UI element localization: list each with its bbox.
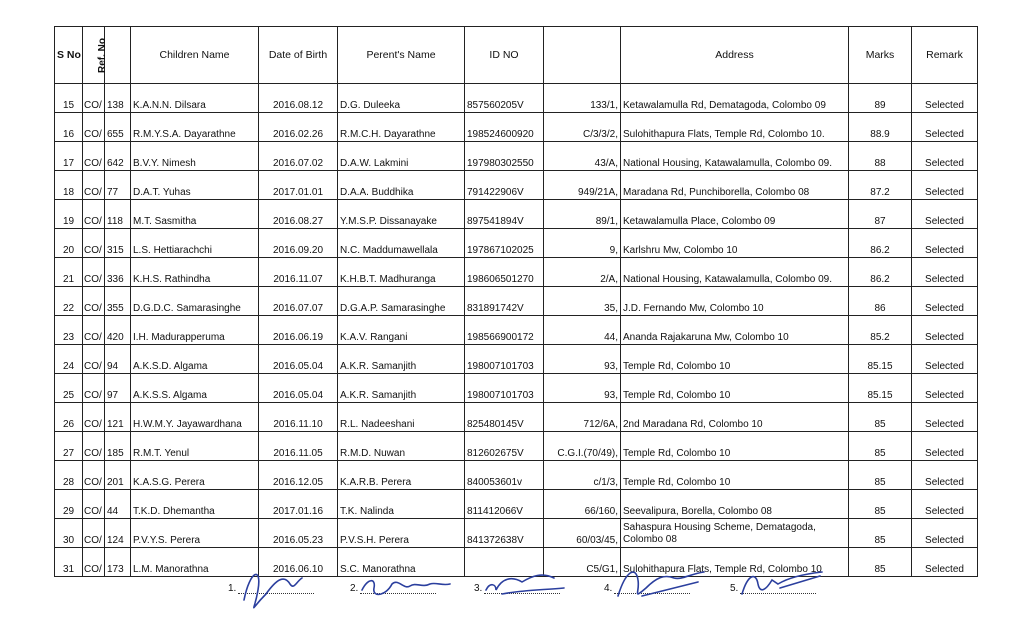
row-co-prefix: CO/: [83, 200, 105, 229]
row-remark: Selected: [912, 200, 978, 229]
row-co-prefix: CO/: [83, 229, 105, 258]
row-s-no: 31: [55, 548, 83, 577]
row-s-no: 26: [55, 403, 83, 432]
row-s-no: 20: [55, 229, 83, 258]
row-ref-no: 315: [105, 229, 131, 258]
table-row: [55, 461, 978, 490]
row-date-of-birth: 2016.06.19: [259, 316, 338, 345]
row-parent-name: R.L. Nadeeshani: [338, 403, 465, 432]
row-address: Seevalipura, Borella, Colombo 08: [621, 490, 849, 519]
row-address: Karlshru Mw, Colombo 10: [621, 229, 849, 258]
row-ref-no: 44: [105, 490, 131, 519]
table-row: [55, 171, 978, 200]
row-marks: 87: [849, 200, 912, 229]
row-house-no: C/3/3/2,: [544, 113, 621, 142]
row-marks: 87.2: [849, 171, 912, 200]
row-children-name: R.M.Y.S.A. Dayarathne: [131, 113, 259, 142]
row-marks: 86.2: [849, 258, 912, 287]
row-marks: 85: [849, 490, 912, 519]
row-ref-no: 642: [105, 142, 131, 171]
row-co-prefix: CO/: [83, 142, 105, 171]
table-row: [55, 113, 978, 142]
row-id-no: 812602675V: [465, 432, 544, 461]
row-co-prefix: CO/: [83, 432, 105, 461]
row-house-no: 43/A,: [544, 142, 621, 171]
row-co-prefix: CO/: [83, 84, 105, 113]
row-date-of-birth: 2017.01.16: [259, 490, 338, 519]
row-house-no: 60/03/45,: [544, 519, 621, 548]
table-row: [55, 200, 978, 229]
table-row: [55, 287, 978, 316]
row-address: Temple Rd, Colombo 10: [621, 461, 849, 490]
row-parent-name: R.M.D. Nuwan: [338, 432, 465, 461]
row-id-no: 831891742V: [465, 287, 544, 316]
selection-table: [54, 26, 978, 577]
row-house-no: C5/G1,: [544, 548, 621, 577]
row-address: J.D. Fernando Mw, Colombo 10: [621, 287, 849, 316]
row-id-no: 198007101703: [465, 345, 544, 374]
row-date-of-birth: 2016.05.04: [259, 374, 338, 403]
row-ref-no: 355: [105, 287, 131, 316]
row-marks: 85: [849, 461, 912, 490]
row-marks: 88: [849, 142, 912, 171]
row-co-prefix: CO/: [83, 258, 105, 287]
row-marks: 85.15: [849, 374, 912, 403]
handwritten-signature-icon: [482, 560, 578, 610]
row-children-name: L.M. Manorathna: [131, 548, 259, 577]
signature-number: 5.: [730, 583, 739, 594]
row-address: Ananda Rajakaruna Mw, Colombo 10: [621, 316, 849, 345]
row-ref-no: 77: [105, 171, 131, 200]
row-date-of-birth: 2016.05.23: [259, 519, 338, 548]
row-house-no: 949/21A,: [544, 171, 621, 200]
row-remark: Selected: [912, 490, 978, 519]
signature-5: [730, 560, 830, 620]
signature-number: 4.: [604, 583, 613, 594]
row-ref-no: 94: [105, 345, 131, 374]
row-marks: 85: [849, 548, 912, 577]
row-id-no: 825480145V: [465, 403, 544, 432]
row-children-name: B.V.Y. Nimesh: [131, 142, 259, 171]
row-date-of-birth: 2016.09.20: [259, 229, 338, 258]
row-ref-no: 655: [105, 113, 131, 142]
row-co-prefix: CO/: [83, 345, 105, 374]
row-marks: 89: [849, 84, 912, 113]
row-children-name: I.H. Madurapperuma: [131, 316, 259, 345]
row-house-no: 133/1,: [544, 84, 621, 113]
row-id-no: 197980302550: [465, 142, 544, 171]
row-parent-name: K.H.B.T. Madhuranga: [338, 258, 465, 287]
row-children-name: M.T. Sasmitha: [131, 200, 259, 229]
row-marks: 85: [849, 403, 912, 432]
row-address: 2nd Maradana Rd, Colombo 10: [621, 403, 849, 432]
row-marks: 86.2: [849, 229, 912, 258]
row-id-no: 198606501270: [465, 258, 544, 287]
row-marks: 85.2: [849, 316, 912, 345]
row-children-name: H.W.M.Y. Jayawardhana: [131, 403, 259, 432]
header-s-no: S No: [55, 27, 83, 84]
handwritten-signature-icon: [358, 560, 454, 610]
row-address: Sulohithapura Flats, Temple Rd, Colombo 10.: [621, 113, 849, 142]
row-house-no: C.G.I.(70/49),: [544, 432, 621, 461]
row-parent-name: D.G. Duleeka: [338, 84, 465, 113]
table-row: [55, 316, 978, 345]
row-remark: Selected: [912, 287, 978, 316]
row-address: Temple Rd, Colombo 10: [621, 374, 849, 403]
row-ref-no: 173: [105, 548, 131, 577]
row-co-prefix: CO/: [83, 316, 105, 345]
table-row: [55, 258, 978, 287]
row-parent-name: D.A.A. Buddhika: [338, 171, 465, 200]
row-marks: 88.9: [849, 113, 912, 142]
row-children-name: A.K.S.S. Algama: [131, 374, 259, 403]
signature-row: [0, 560, 1024, 620]
row-co-prefix: CO/: [83, 374, 105, 403]
row-date-of-birth: 2016.08.12: [259, 84, 338, 113]
row-ref-no: 185: [105, 432, 131, 461]
table-row: [55, 403, 978, 432]
row-ref-no: 121: [105, 403, 131, 432]
row-ref-no: 420: [105, 316, 131, 345]
row-remark: Selected: [912, 229, 978, 258]
row-address: Sulohithapura Flats, Temple Rd, Colombo 10: [621, 548, 849, 577]
row-id-no: 841372638V: [465, 519, 544, 548]
row-id-no: 198566900172: [465, 316, 544, 345]
row-parent-name: S.C. Manorathna: [338, 548, 465, 577]
row-remark: Selected: [912, 374, 978, 403]
row-remark: Selected: [912, 171, 978, 200]
row-address: Maradana Rd, Punchiborella, Colombo 08: [621, 171, 849, 200]
row-house-no: 93,: [544, 374, 621, 403]
row-remark: Selected: [912, 258, 978, 287]
row-parent-name: A.K.R. Samanjith: [338, 345, 465, 374]
row-co-prefix: CO/: [83, 490, 105, 519]
table-row: [55, 374, 978, 403]
row-co-prefix: CO/: [83, 113, 105, 142]
signature-number: 3.: [474, 583, 483, 594]
row-s-no: 23: [55, 316, 83, 345]
row-date-of-birth: 2016.11.07: [259, 258, 338, 287]
row-co-prefix: CO/: [83, 287, 105, 316]
row-id-no: 811412066V: [465, 490, 544, 519]
row-house-no: 89/1,: [544, 200, 621, 229]
handwritten-signature-icon: [738, 560, 834, 610]
header-date-of-birth: Date of Birth: [259, 27, 338, 84]
signature-3: [474, 560, 574, 620]
row-date-of-birth: 2016.07.07: [259, 287, 338, 316]
row-children-name: A.K.S.D. Algama: [131, 345, 259, 374]
row-house-no: 2/A,: [544, 258, 621, 287]
row-ref-no: 138: [105, 84, 131, 113]
row-address: National Housing, Katawalamulla, Colombo 09.: [621, 142, 849, 171]
row-co-prefix: CO/: [83, 519, 105, 548]
row-parent-name: D.A.W. Lakmini: [338, 142, 465, 171]
row-parent-name: Y.M.S.P. Dissanayake: [338, 200, 465, 229]
row-date-of-birth: 2016.11.05: [259, 432, 338, 461]
row-children-name: R.M.T. Yenul: [131, 432, 259, 461]
table-row: [55, 84, 978, 113]
row-s-no: 29: [55, 490, 83, 519]
row-children-name: T.K.D. Dhemantha: [131, 490, 259, 519]
header-parent-name: Perent's Name: [338, 27, 465, 84]
row-id-no: 198007101703: [465, 374, 544, 403]
row-date-of-birth: 2016.12.05: [259, 461, 338, 490]
row-s-no: 22: [55, 287, 83, 316]
header-id-no: ID NO: [465, 27, 544, 84]
row-ref-no: 118: [105, 200, 131, 229]
row-address: Ketawalamulla Rd, Dematagoda, Colombo 09: [621, 84, 849, 113]
row-children-name: K.A.N.N. Dilsara: [131, 84, 259, 113]
header-row: [55, 27, 978, 84]
row-remark: Selected: [912, 519, 978, 548]
row-marks: 85: [849, 432, 912, 461]
row-remark: Selected: [912, 316, 978, 345]
row-children-name: D.G.D.C. Samarasinghe: [131, 287, 259, 316]
row-children-name: K.H.S. Rathindha: [131, 258, 259, 287]
row-house-no: c/1/3,: [544, 461, 621, 490]
row-parent-name: N.C. Maddumawellala: [338, 229, 465, 258]
row-parent-name: K.A.V. Rangani: [338, 316, 465, 345]
row-house-no: 9,: [544, 229, 621, 258]
signature-number: 1.: [228, 583, 237, 594]
row-remark: Selected: [912, 113, 978, 142]
row-ref-no: 201: [105, 461, 131, 490]
table-row: [55, 432, 978, 461]
row-parent-name: D.G.A.P. Samarasinghe: [338, 287, 465, 316]
table-row: [55, 519, 978, 548]
row-house-no: 35,: [544, 287, 621, 316]
row-s-no: 15: [55, 84, 83, 113]
row-id-no: 198524600920: [465, 113, 544, 142]
row-children-name: P.V.Y.S. Perera: [131, 519, 259, 548]
row-remark: Selected: [912, 84, 978, 113]
row-parent-name: K.A.R.B. Perera: [338, 461, 465, 490]
row-children-name: D.A.T. Yuhas: [131, 171, 259, 200]
row-s-no: 25: [55, 374, 83, 403]
row-children-name: L.S. Hettiarachchi: [131, 229, 259, 258]
signature-1: [228, 560, 328, 620]
row-co-prefix: CO/: [83, 403, 105, 432]
row-s-no: 30: [55, 519, 83, 548]
row-remark: Selected: [912, 403, 978, 432]
row-parent-name: P.V.S.H. Perera: [338, 519, 465, 548]
row-id-no: 791422906V: [465, 171, 544, 200]
row-ref-no: 124: [105, 519, 131, 548]
row-s-no: 19: [55, 200, 83, 229]
table-row: [55, 229, 978, 258]
row-co-prefix: CO/: [83, 548, 105, 577]
row-date-of-birth: 2016.11.10: [259, 403, 338, 432]
row-s-no: 18: [55, 171, 83, 200]
row-marks: 86: [849, 287, 912, 316]
row-house-no: 712/6A,: [544, 403, 621, 432]
row-remark: Selected: [912, 548, 978, 577]
row-house-no: 93,: [544, 345, 621, 374]
row-house-no: 66/160,: [544, 490, 621, 519]
row-s-no: 17: [55, 142, 83, 171]
table-row: [55, 490, 978, 519]
row-date-of-birth: 2016.06.10: [259, 548, 338, 577]
header-ref-no-label: Ref. No: [97, 38, 108, 73]
header-address: Address: [621, 27, 849, 84]
row-s-no: 21: [55, 258, 83, 287]
row-children-name: K.A.S.G. Perera: [131, 461, 259, 490]
row-s-no: 28: [55, 461, 83, 490]
row-id-no: 197867102025: [465, 229, 544, 258]
row-parent-name: T.K. Nalinda: [338, 490, 465, 519]
handwritten-signature-icon: [236, 560, 332, 610]
table-body: [55, 84, 978, 577]
signature-4: [604, 560, 704, 620]
header-children-name: Children Name: [131, 27, 259, 84]
row-remark: Selected: [912, 432, 978, 461]
row-remark: Selected: [912, 142, 978, 171]
table-row: [55, 345, 978, 374]
handwritten-signature-icon: [612, 560, 708, 610]
row-id-no: 857560205V: [465, 84, 544, 113]
row-remark: Selected: [912, 345, 978, 374]
row-address: Temple Rd, Colombo 10: [621, 432, 849, 461]
row-id-no: 897541894V: [465, 200, 544, 229]
header-marks: Marks: [849, 27, 912, 84]
table-row: [55, 142, 978, 171]
row-date-of-birth: 2016.02.26: [259, 113, 338, 142]
signature-2: [350, 560, 450, 620]
row-house-no: 44,: [544, 316, 621, 345]
row-marks: 85: [849, 519, 912, 548]
row-marks: 85.15: [849, 345, 912, 374]
row-s-no: 27: [55, 432, 83, 461]
row-date-of-birth: 2016.05.04: [259, 345, 338, 374]
header-ref-num-blank: [105, 27, 131, 84]
row-remark: Selected: [912, 461, 978, 490]
row-address: Sahaspura Housing Scheme, Dematagoda, Colombo 08: [621, 519, 849, 548]
row-ref-no: 97: [105, 374, 131, 403]
row-ref-no: 336: [105, 258, 131, 287]
row-parent-name: R.M.C.H. Dayarathne: [338, 113, 465, 142]
row-co-prefix: CO/: [83, 461, 105, 490]
signature-number: 2.: [350, 583, 359, 594]
row-date-of-birth: 2017.01.01: [259, 171, 338, 200]
row-s-no: 24: [55, 345, 83, 374]
row-s-no: 16: [55, 113, 83, 142]
header-house-blank: [544, 27, 621, 84]
row-co-prefix: CO/: [83, 171, 105, 200]
row-id-no: 840053601v: [465, 461, 544, 490]
row-address: Temple Rd, Colombo 10: [621, 345, 849, 374]
row-date-of-birth: 2016.07.02: [259, 142, 338, 171]
header-ref-no: [83, 27, 108, 84]
row-parent-name: A.K.R. Samanjith: [338, 374, 465, 403]
row-date-of-birth: 2016.08.27: [259, 200, 338, 229]
row-address: National Housing, Katawalamulla, Colombo 09.: [621, 258, 849, 287]
header-remark: Remark: [912, 27, 978, 84]
row-address: Ketawalamulla Place, Colombo 09: [621, 200, 849, 229]
